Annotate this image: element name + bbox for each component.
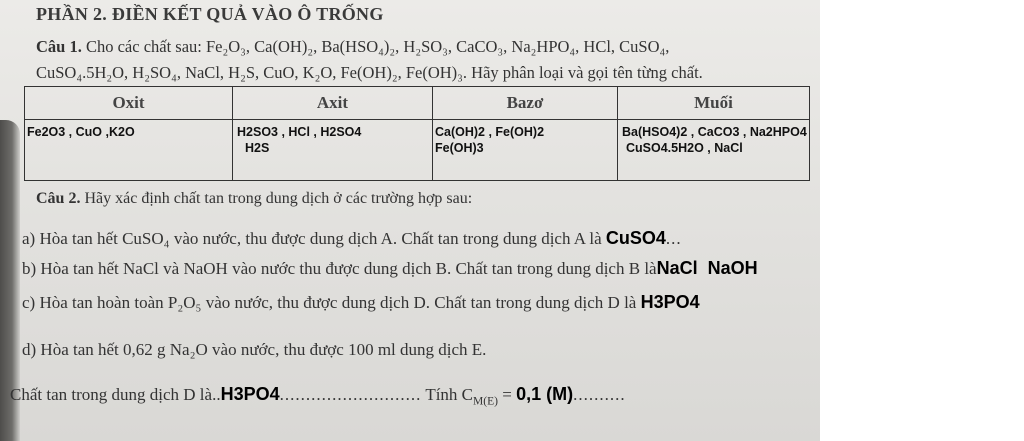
question-1 — [36, 34, 816, 86]
answer-axit-line-2: H2S — [245, 141, 270, 155]
item-c — [22, 292, 700, 313]
item-a — [22, 228, 682, 249]
item-d-text: d) Hòa tan hết 0,62 g Na₂O vào nước, thu được 100 ml dung dịch E. — [22, 340, 487, 359]
question-2-label: Câu 2. — [36, 190, 81, 207]
answer-bazo-line-2: Fe(OH)3 — [435, 141, 484, 155]
item-d-answer: H3PO4 — [220, 384, 280, 404]
item-a-dots: ... — [665, 229, 682, 248]
header-oxit: Oxit — [25, 87, 233, 120]
item-d-answer-label: Chất tan trong dung dịch D là.. — [10, 385, 221, 404]
question-1-label: Câu 1. — [36, 37, 82, 56]
item-b — [22, 258, 758, 279]
cell-oxit — [25, 120, 233, 181]
item-c-text: c) Hòa tan hoàn toàn P₂O₅ vào nước, thu được dung dịch D. Chất tan trong dung dịch D là — [22, 293, 637, 312]
item-a-text: a) Hòa tan hết CuSO₄ vào nước, thu được dung dịch A. Chất tan trong dung dịch A là — [22, 229, 602, 248]
item-c-answer: H3PO4 — [640, 292, 700, 312]
item-b-answer: NaCl NaOH — [656, 258, 758, 278]
question-2-text: Hãy xác định chất tan trong dung dịch ở các trường hợp sau: — [84, 190, 473, 207]
classification-table — [24, 86, 810, 181]
cell-axit — [233, 120, 433, 181]
item-d-dots: ........................... — [279, 385, 422, 404]
header-axit: Axit — [233, 87, 433, 120]
item-b-text: b) Hòa tan hết NaCl và NaOH vào nước thu được dung dịch B. Chất tan trong dung dịch B là — [22, 259, 657, 278]
concentration-subscript: M(E) — [473, 394, 499, 408]
answer-oxit-line-1: Fe2O3 , CuO ,K2O — [27, 125, 135, 139]
question-2 — [36, 190, 472, 208]
answer-axit-line-1: H2SO3 , HCl , H2SO4 — [237, 125, 362, 139]
question-1-text-a: Cho các chất sau: Fe₂O₃, Ca(OH)₂, Ba(HSO₄)₂, H₂SO₃, CaCO₃, Na₂HPO₄, HCl, CuSO₄, — [85, 37, 670, 56]
cell-muoi — [618, 120, 810, 181]
table-header-row — [25, 87, 810, 120]
header-bazo: Bazơ — [433, 87, 618, 120]
equals-sign: = — [498, 385, 517, 404]
concentration-answer: 0,1 (M) — [516, 384, 574, 404]
item-a-answer: CuSO4 — [605, 228, 666, 248]
header-muoi: Muối — [618, 87, 810, 120]
answer-bazo-line-1: Ca(OH)2 , Fe(OH)2 — [435, 125, 545, 139]
table-answer-row — [25, 120, 810, 181]
question-1-text-b: CuSO₄.5H₂O, H₂SO₄, NaCl, H₂S, CuO, K₂O, Fe(OH)₂, Fe(OH)₃. Hãy phân loại và gọi tên từng chất. — [36, 63, 703, 82]
answer-muoi-line-2: CuSO4.5H2O , NaCl — [626, 141, 743, 155]
concentration-dots: .......... — [573, 385, 626, 404]
concentration-label: Tính C — [425, 385, 474, 404]
answer-muoi-line-1: Ba(HSO4)2 , CaCO3 , Na2HPO4 — [622, 125, 807, 139]
item-d — [22, 340, 486, 360]
section-title: PHẦN 2. ĐIỀN KẾT QUẢ VÀO Ô TRỐNG — [36, 4, 384, 24]
item-d-answer-line — [10, 384, 626, 407]
cell-bazo — [433, 120, 618, 181]
